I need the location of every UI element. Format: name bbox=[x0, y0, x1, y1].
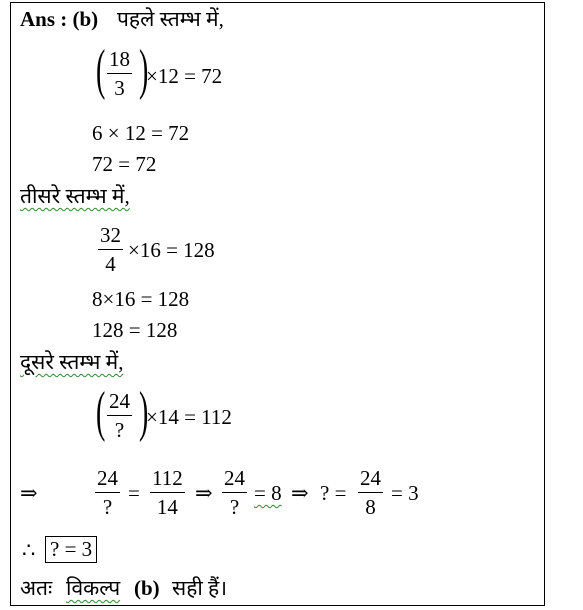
fraction-18-3: 18 3 bbox=[109, 47, 130, 100]
implies-arrow-3: ⇒ bbox=[291, 481, 309, 505]
question-equals: ? = bbox=[320, 481, 347, 505]
right-paren-2: ) bbox=[139, 381, 149, 443]
col2-heading: दूसरे स्तम्भ में, bbox=[20, 350, 124, 374]
conclusion-prefix: अतः bbox=[20, 576, 53, 600]
left-paren-2: ( bbox=[96, 381, 106, 443]
equals-3: = 3 bbox=[391, 481, 419, 505]
fraction-112-14: 112 14 bbox=[152, 466, 183, 519]
col1-line2: 6 × 12 = 72 bbox=[92, 121, 190, 145]
implies-arrow: ⇒ bbox=[20, 481, 38, 505]
col3-equation-tail: ×16 = 128 bbox=[128, 238, 215, 262]
col2-equation-tail: ×14 = 112 bbox=[146, 405, 232, 429]
col3-line3: 128 = 128 bbox=[92, 318, 178, 342]
fraction-24-q: 24 ? bbox=[109, 389, 130, 442]
conclusion-option: (b) bbox=[134, 576, 160, 600]
right-paren: ) bbox=[139, 39, 149, 101]
boxed-answer: ? = 3 bbox=[45, 536, 97, 563]
conclusion-suffix: सही हैं। bbox=[172, 576, 228, 600]
fraction-24-q-b: 24 ? bbox=[224, 466, 245, 519]
ans-label: Ans : (b) bbox=[20, 7, 99, 31]
fraction-24-8: 24 8 bbox=[360, 466, 381, 519]
equals-8: = 8 bbox=[254, 481, 282, 505]
fraction-32-4: 32 4 bbox=[100, 223, 121, 276]
intro-heading: पहले स्तम्भ में, bbox=[117, 7, 224, 31]
conclusion-word: विकल्प bbox=[66, 576, 121, 600]
fraction-24-q-a: 24 ? bbox=[97, 466, 118, 519]
equals-1: = bbox=[128, 481, 140, 505]
col1-line3: 72 = 72 bbox=[92, 152, 157, 176]
implies-arrow-2: ⇒ bbox=[195, 481, 213, 505]
col3-line2: 8×16 = 128 bbox=[92, 287, 190, 311]
therefore-symbol: ∴ bbox=[22, 538, 36, 562]
col3-heading: तीसरे स्तम्भ में, bbox=[20, 184, 130, 208]
answer-box bbox=[10, 2, 545, 606]
col1-equation-tail: ×12 = 72 bbox=[146, 64, 223, 88]
left-paren: ( bbox=[96, 39, 106, 101]
